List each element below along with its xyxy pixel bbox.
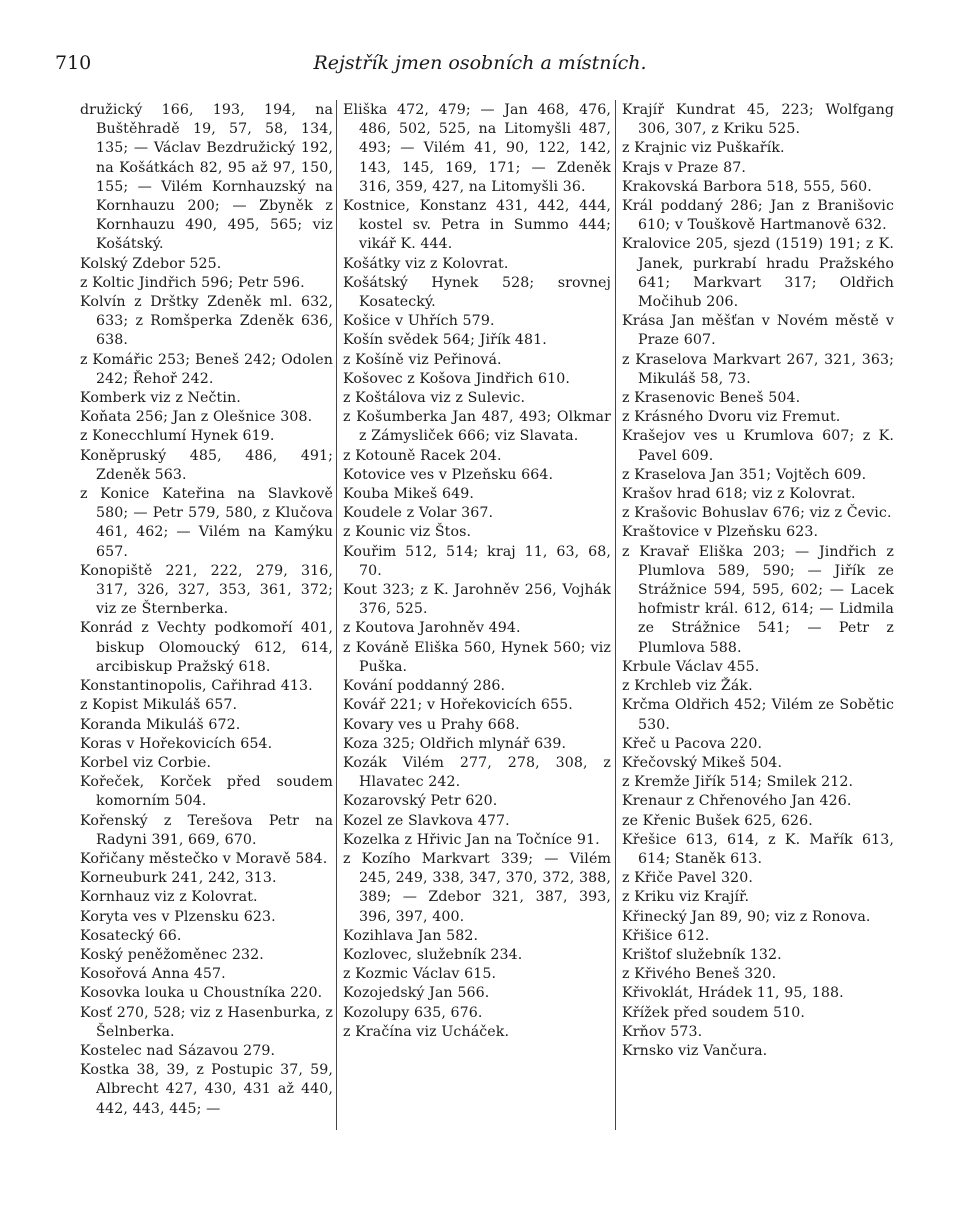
index-entry: z Koštálova viz z Sulevic. <box>343 390 526 407</box>
index-entry: Kozarovský Petr 620. <box>343 793 498 810</box>
index-entry: Kořenský z Terešova Petr na Radyni 391, 669, 670. <box>80 812 333 848</box>
index-entry: Krakovská Barbora 518, 555, 560. <box>622 178 872 195</box>
index-entry: Koranda Mikuláš 672. <box>80 716 241 733</box>
index-entry: z Košíně viz Peřinová. <box>343 351 502 368</box>
index-entry: Kovary ves u Prahy 668. <box>343 716 520 733</box>
index-entry: Kostnice, Konstanz 431, 442, 444, kostel sv. Petra in Summo 444; vikář K. 444. <box>343 198 611 253</box>
index-entry: z Konice Kateřina na Slavkově 580; — Petr 579, 580, z Klučova 461, 462; — Vilém na Kamýku 657. <box>80 486 333 560</box>
index-entry: Kozojedský Jan 566. <box>343 985 490 1002</box>
index-entry: Koudele z Volar 367. <box>343 505 494 522</box>
index-entry: Kosovka louka u Choustníka 220. <box>80 985 323 1002</box>
index-entry: Kosť 270, 528; viz z Hasenburka, z Šelnberka. <box>80 1004 333 1040</box>
index-entry: Korneuburk 241, 242, 313. <box>80 870 277 887</box>
index-entry: Košice v Uhřích 579. <box>343 313 495 330</box>
index-entry: z Kriku viz Krajíř. <box>622 889 750 906</box>
index-entry: Krajs v Praze 87. <box>622 159 746 176</box>
index-entry: z Kračína viz Ucháček. <box>343 1023 510 1040</box>
index-entry: z Koutova Jarohněv 494. <box>343 620 521 637</box>
index-entry: z Křivého Beneš 320. <box>622 966 777 983</box>
index-column-3 <box>622 101 894 1061</box>
index-entry: Kolvín z Drštky Zdeněk ml. 632, 633; z Romšperka Zdeněk 636, 638. <box>80 294 333 349</box>
index-entry: Krašejov ves u Krumlova 607; z K. Pavel 609. <box>622 428 894 464</box>
index-entry: Košovec z Košova Jindřich 610. <box>343 370 570 387</box>
index-entry: Křížek před soudem 510. <box>622 1004 806 1021</box>
index-entry: družický 166, 193, 194, na Buštěhradě 19, 57, 58, 134, 135; — Václav Bezdružický 192, na Košátkách 82, 95 až 97, 150, 155; — Vilém Kornhauzský na Kornhauzu 200; — Zbyněk z Kornhauzu 490, 495, 565; viz Košátský. <box>80 102 333 253</box>
index-entry: Kostelec nad Sázavou 279. <box>80 1042 276 1059</box>
index-entry: z Kotouně Racek 204. <box>343 447 502 464</box>
column-divider <box>615 100 616 1130</box>
index-entry: z Kopist Mikuláš 657. <box>80 697 238 714</box>
running-title: Rejstřík jmen osobních a místních. <box>313 52 647 74</box>
index-entry: Krbule Václav 455. <box>622 658 760 675</box>
index-entry: z Kozmic Václav 615. <box>343 966 497 983</box>
index-entry: Kozihlava Jan 582. <box>343 927 479 944</box>
index-entry: Koryta ves v Plzensku 623. <box>80 908 276 925</box>
index-entry: z Kremže Jiřík 514; Smilek 212. <box>622 774 854 791</box>
index-entry: z Kraselova Markvart 267, 321, 363; Mikuláš 58, 73. <box>622 351 894 387</box>
index-entry: Komberk viz z Nečtin. <box>80 390 241 407</box>
page-header <box>0 52 960 82</box>
index-entry: ze Křenic Bušek 625, 626. <box>622 812 813 829</box>
index-entry: Eliška 472, 479; — Jan 468, 476, 486, 502, 525, na Litomyšli 487, 493; — Vilém 41, 90, 122, 142, 143, 145, 169, 171; — Zdeněk 316, 359, 427, na Litomyšli 36. <box>343 102 611 195</box>
index-entry: Košátský Hynek 528; srovnej Kosatecký. <box>343 274 611 311</box>
index-entry: Krenaur z Chřenového Jan 426. <box>622 793 852 810</box>
index-entry: Křečovský Mikeš 504. <box>622 754 783 771</box>
index-entry: Kosořová Anna 457. <box>80 966 226 983</box>
index-entry: z Krásného Dvoru viz Fremut. <box>622 409 841 426</box>
index-entry: Kouba Mikeš 649. <box>343 486 474 503</box>
index-entry: Koras v Hořekovicích 654. <box>80 735 273 752</box>
index-entry: Kořeček, Korček před soudem komorním 504. <box>80 774 333 810</box>
index-entry: z Kraselova Jan 351; Vojtěch 609. <box>622 466 867 483</box>
index-entry: Kolský Zdebor 525. <box>80 255 222 272</box>
index-entry: Král poddaný 286; Jan z Branišovic 610; v Touškově Hartmanově 632. <box>622 198 894 234</box>
index-entry: Krašov hrad 618; viz z Kolovrat. <box>622 486 856 503</box>
index-entry: Křivoklát, Hrádek 11, 95, 188. <box>622 985 844 1002</box>
index-entry: Kralovice 205, sjezd (1519) 191; z K. Janek, purkrabí hradu Pražského 641; Markvart 317; Oldřich Močihub 206. <box>622 236 894 311</box>
index-entry: z Kravař Eliška 203; — Jindřich z Plumlova 589, 590; — Jiřík ze Strážnice 594, 595, 602; — Lacek hofmistr král. 612, 614; — Lidmila ze Strážnice 541; — Petr z Plumlova 588. <box>622 543 894 656</box>
index-entry: Kotovice ves v Plzeňsku 664. <box>343 466 554 483</box>
index-entry: Kostka 38, 39, z Postupic 37, 59, Albrecht 427, 430, 431 až 440, 442, 443, 445; — <box>80 1062 333 1117</box>
column-divider <box>336 100 337 1130</box>
index-entry: Konrád z Vechty podkomoří 401, biskup Olomoucký 612, 614, arcibiskup Pražský 618. <box>80 620 333 675</box>
index-entry: Kořičany městečko v Moravě 584. <box>80 850 328 867</box>
index-entry: Koněpruský 485, 486, 491; Zdeněk 563. <box>80 447 333 483</box>
index-entry: Krňov 573. <box>622 1023 703 1040</box>
index-entry: Kovář 221; v Hořekovicích 655. <box>343 697 573 714</box>
index-entry: Košín svědek 564; Jiřík 481. <box>343 332 547 349</box>
page-number: 710 <box>55 52 92 74</box>
index-entry: Kout 323; z K. Jarohněv 256, Vojhák 376, 525. <box>343 582 611 618</box>
index-entry: z Krajnic viz Puškařík. <box>622 140 785 157</box>
index-entry: Křeč u Pacova 220. <box>622 735 763 752</box>
index-entry: Křešice 613, 614, z K. Mařík 613, 614; Staněk 613. <box>622 831 894 867</box>
index-entry: z Kounic viz Štos. <box>343 524 472 541</box>
index-entry: z Křiče Pavel 320. <box>622 870 753 887</box>
index-entry: z Koltic Jindřich 596; Petr 596. <box>80 274 305 291</box>
index-entry: z Krchleb viz Žák. <box>622 678 753 695</box>
index-entry: z Krasenovic Beneš 504. <box>622 390 801 407</box>
index-entry: Kraštovice v Plzeňsku 623. <box>622 524 819 541</box>
index-entry: Koňata 256; Jan z Olešnice 308. <box>80 409 313 426</box>
index-column-2 <box>343 101 611 1042</box>
index-entry: Kozlovec, služebník 234. <box>343 946 523 963</box>
index-entry: Křišice 612. <box>622 927 710 944</box>
index-entry: Košátky viz z Kolovrat. <box>343 255 509 272</box>
index-entry: z Komářic 253; Beneš 242; Odolen 242; Řehoř 242. <box>80 351 333 387</box>
index-entry: Krajíř Kundrat 45, 223; Wolfgang 306, 307, z Kriku 525. <box>622 102 894 138</box>
index-entry: Korbel viz Corbie. <box>80 754 212 771</box>
index-entry: z Kováně Eliška 560, Hynek 560; viz Puška. <box>343 639 611 675</box>
index-entry: Krnsko viz Vančura. <box>622 1042 768 1059</box>
index-entry: Kozolupy 635, 676. <box>343 1004 483 1021</box>
index-entry: Konstantinopolis, Cařihrad 413. <box>80 678 313 695</box>
index-entry: Kování poddanný 286. <box>343 678 506 695</box>
index-entry: Krása Jan měšťan v Novém městě v Praze 607. <box>622 313 894 349</box>
index-entry: z Krašovic Bohuslav 676; viz z Čevic. <box>622 505 892 522</box>
index-entry: Krištof služebník 132. <box>622 946 782 963</box>
index-entry: Křinecký Jan 89, 90; viz z Ronova. <box>622 908 871 925</box>
index-entry: Kosatecký 66. <box>80 927 182 944</box>
index-entry: Kouřim 512, 514; kraj 11, 63, 68, 70. <box>343 543 611 579</box>
index-entry: Koza 325; Oldřich mlynář 639. <box>343 735 567 752</box>
index-entry: Krčma Oldřich 452; Vilém ze Sobětic 530. <box>622 697 894 733</box>
index-entry: z Kozího Markvart 339; — Vilém 245, 249, 338, 347, 370, 372, 388, 389; — Zdebor 321, 387, 393, 396, 397, 400. <box>343 850 611 925</box>
index-entry: Kozelka z Hřivic Jan na Točníce 91. <box>343 831 600 848</box>
index-entry: Kornhauz viz z Kolovrat. <box>80 889 258 906</box>
index-entry: Konopiště 221, 222, 279, 316, 317, 326, 327, 353, 361, 372; viz ze Šternberka. <box>80 562 333 618</box>
index-entry: z Konecchlumí Hynek 619. <box>80 428 275 445</box>
index-entry: Koský peněžoměnec 232. <box>80 946 264 963</box>
index-entry: Kozel ze Slavkova 477. <box>343 812 510 829</box>
index-column-1 <box>80 101 333 1119</box>
index-entry: z Košumberka Jan 487, 493; Olkmar z Zámysliček 666; viz Slavata. <box>343 409 611 445</box>
index-entry: Kozák Vilém 277, 278, 308, z Hlavatec 242. <box>343 754 611 791</box>
